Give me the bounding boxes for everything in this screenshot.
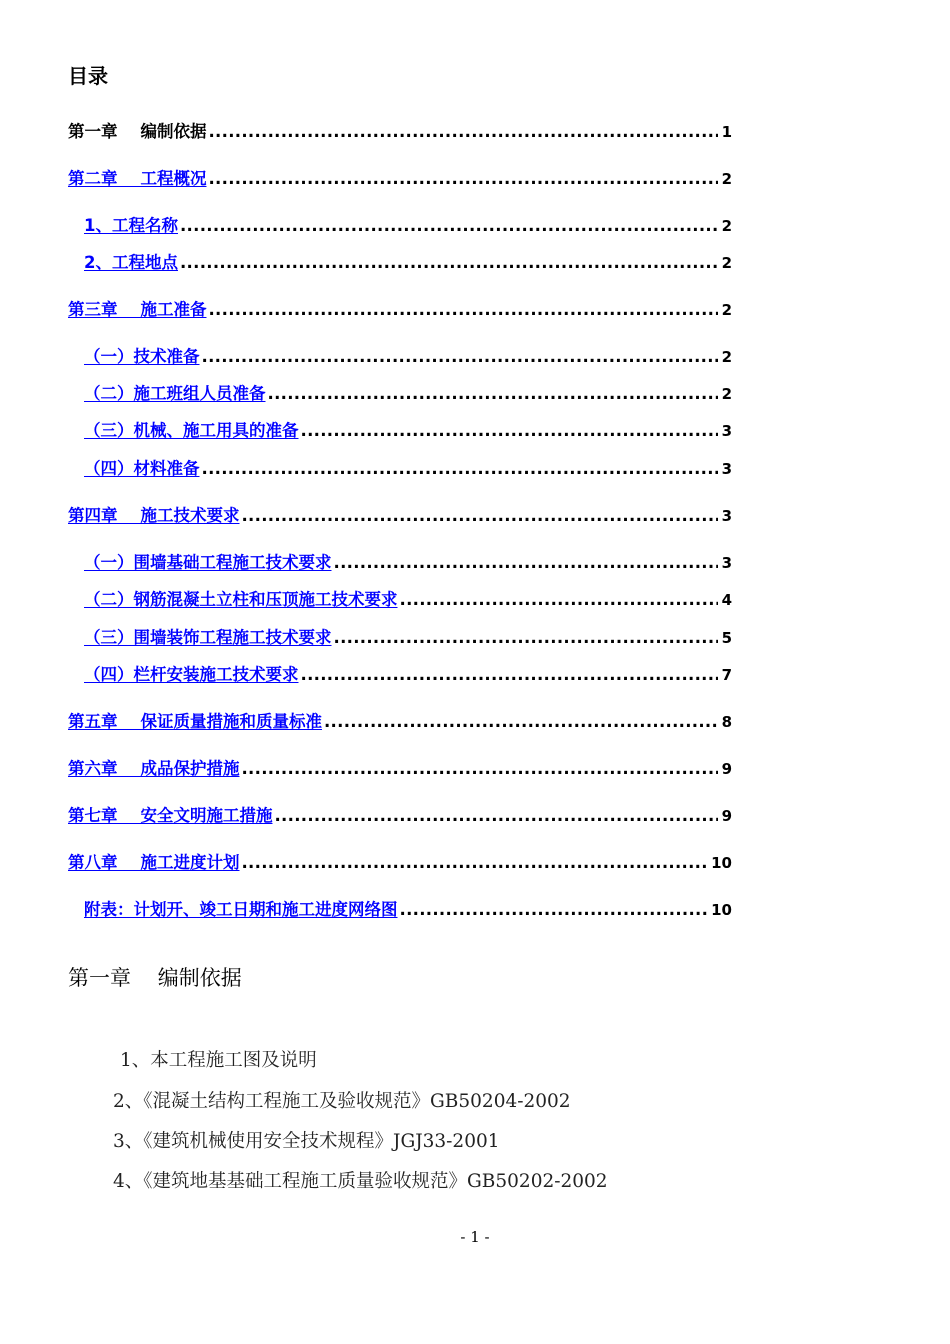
toc-leader-dots [208,122,717,141]
toc-entry-chapter-6[interactable] [68,755,732,777]
basis-item: 4、《建筑地基基础工程施工质量验收规范》GB50202-2002 [113,1171,608,1192]
toc-leader-dots [241,853,707,872]
toc-entry-label: 第三章 施工准备 [68,300,207,319]
toc-entry-page: 3 [721,460,732,478]
toc-leader-dots [334,628,718,647]
toc-entry-label: 1、工程名称 [84,216,178,235]
toc-entry-page: 1 [721,123,732,141]
toc-entry-label: 第六章 成品保护措施 [68,759,240,778]
toc-entry-label: 第二章 工程概况 [68,169,207,188]
toc-entry-page: 2 [721,254,732,272]
toc-leader-dots [301,665,718,684]
toc-entry-label: 第五章 保证质量措施和质量标准 [68,712,322,731]
toc-entry-machinery-prep[interactable] [84,417,732,439]
toc-entry-label: （二）施工班组人员准备 [84,384,266,403]
toc-leader-dots [180,216,718,235]
toc-leader-dots [202,459,718,478]
toc-leader-dots [241,506,717,525]
basis-item: 2、《混凝土结构工程施工及验收规范》GB50204-2002 [113,1091,571,1112]
toc-leader-dots [202,347,718,366]
toc-entry-page: 10 [711,901,732,919]
toc-entry-label: （三）机械、施工用具的准备 [84,421,299,440]
toc-entry-page: 8 [721,713,732,731]
toc-entry-page: 2 [721,217,732,235]
basis-item: 1、本工程施工图及说明 [120,1050,317,1071]
toc-entry-project-name[interactable] [84,212,732,234]
toc-leader-dots [268,384,718,403]
toc-entry-page: 4 [721,591,732,609]
toc-leader-dots [241,759,717,778]
toc-leader-dots [301,421,718,440]
toc-entry-label: （三）围墙装饰工程施工技术要求 [84,628,332,647]
toc-entry-page: 7 [721,666,732,684]
toc-entry-project-location[interactable] [84,249,732,271]
toc-entry-page: 2 [721,170,732,188]
toc-entry-label: 第四章 施工技术要求 [68,506,240,525]
toc-entry-crew-prep[interactable] [84,380,732,402]
toc-entry-label: （四）栏杆安装施工技术要求 [84,665,299,684]
section-heading: 第一章 编制依据 [68,966,242,990]
toc-leader-dots [274,806,717,825]
toc-entry-label: （一）技术准备 [84,347,200,366]
toc-entry-wall-decoration[interactable] [84,624,732,646]
toc-entry-page: 3 [721,507,732,525]
toc-entry-page: 5 [721,629,732,647]
toc-entry-wall-foundation[interactable] [84,549,732,571]
toc-entry-page: 9 [721,760,732,778]
toc-entry-label: 2、工程地点 [84,253,178,272]
toc-leader-dots [208,300,717,319]
toc-entry-page: 2 [721,385,732,403]
toc-leader-dots [334,553,718,572]
toc-entry-page: 9 [721,807,732,825]
toc-leader-dots [180,253,718,272]
toc-leader-dots [400,590,718,609]
toc-entry-chapter-5[interactable] [68,708,732,730]
toc-entry-railing-install[interactable] [84,661,732,683]
toc-entry-label: 附表：计划开、竣工日期和施工进度网络图 [84,900,398,919]
page-number: - 1 - [460,1228,490,1246]
toc-entry-label: 第一章 编制依据 [68,122,207,141]
toc-entry-chapter-2[interactable] [68,165,732,187]
toc-entry-label: 第七章 安全文明施工措施 [68,806,273,825]
toc-entry-label: （一）围墙基础工程施工技术要求 [84,553,332,572]
toc-entry-page: 3 [721,554,732,572]
toc-entry-chapter-3[interactable] [68,296,732,318]
toc-leader-dots [400,900,708,919]
toc-entry-label: 第八章 施工进度计划 [68,853,240,872]
toc-entry-chapter-4[interactable] [68,502,732,524]
toc-entry-label: （四）材料准备 [84,459,200,478]
toc-entry-column-coping[interactable] [84,586,732,608]
toc-entry-page: 3 [721,422,732,440]
toc-entry-chapter-7[interactable] [68,802,732,824]
basis-item: 3、《建筑机械使用安全技术规程》JGJ33-2001 [113,1131,500,1152]
toc-entry-chapter-8[interactable] [68,849,732,871]
toc-entry-chapter-1[interactable] [68,118,732,140]
toc-leader-dots [208,169,717,188]
toc-entry-appendix[interactable] [84,896,732,918]
toc-entry-page: 10 [711,854,732,872]
toc-leader-dots [324,712,718,731]
toc-entry-page: 2 [721,348,732,366]
toc-entry-material-prep[interactable] [84,455,732,477]
toc-entry-tech-prep[interactable] [84,343,732,365]
toc-title: 目录 [68,64,108,88]
toc-entry-page: 2 [721,301,732,319]
toc-entry-label: （二）钢筋混凝土立柱和压顶施工技术要求 [84,590,398,609]
